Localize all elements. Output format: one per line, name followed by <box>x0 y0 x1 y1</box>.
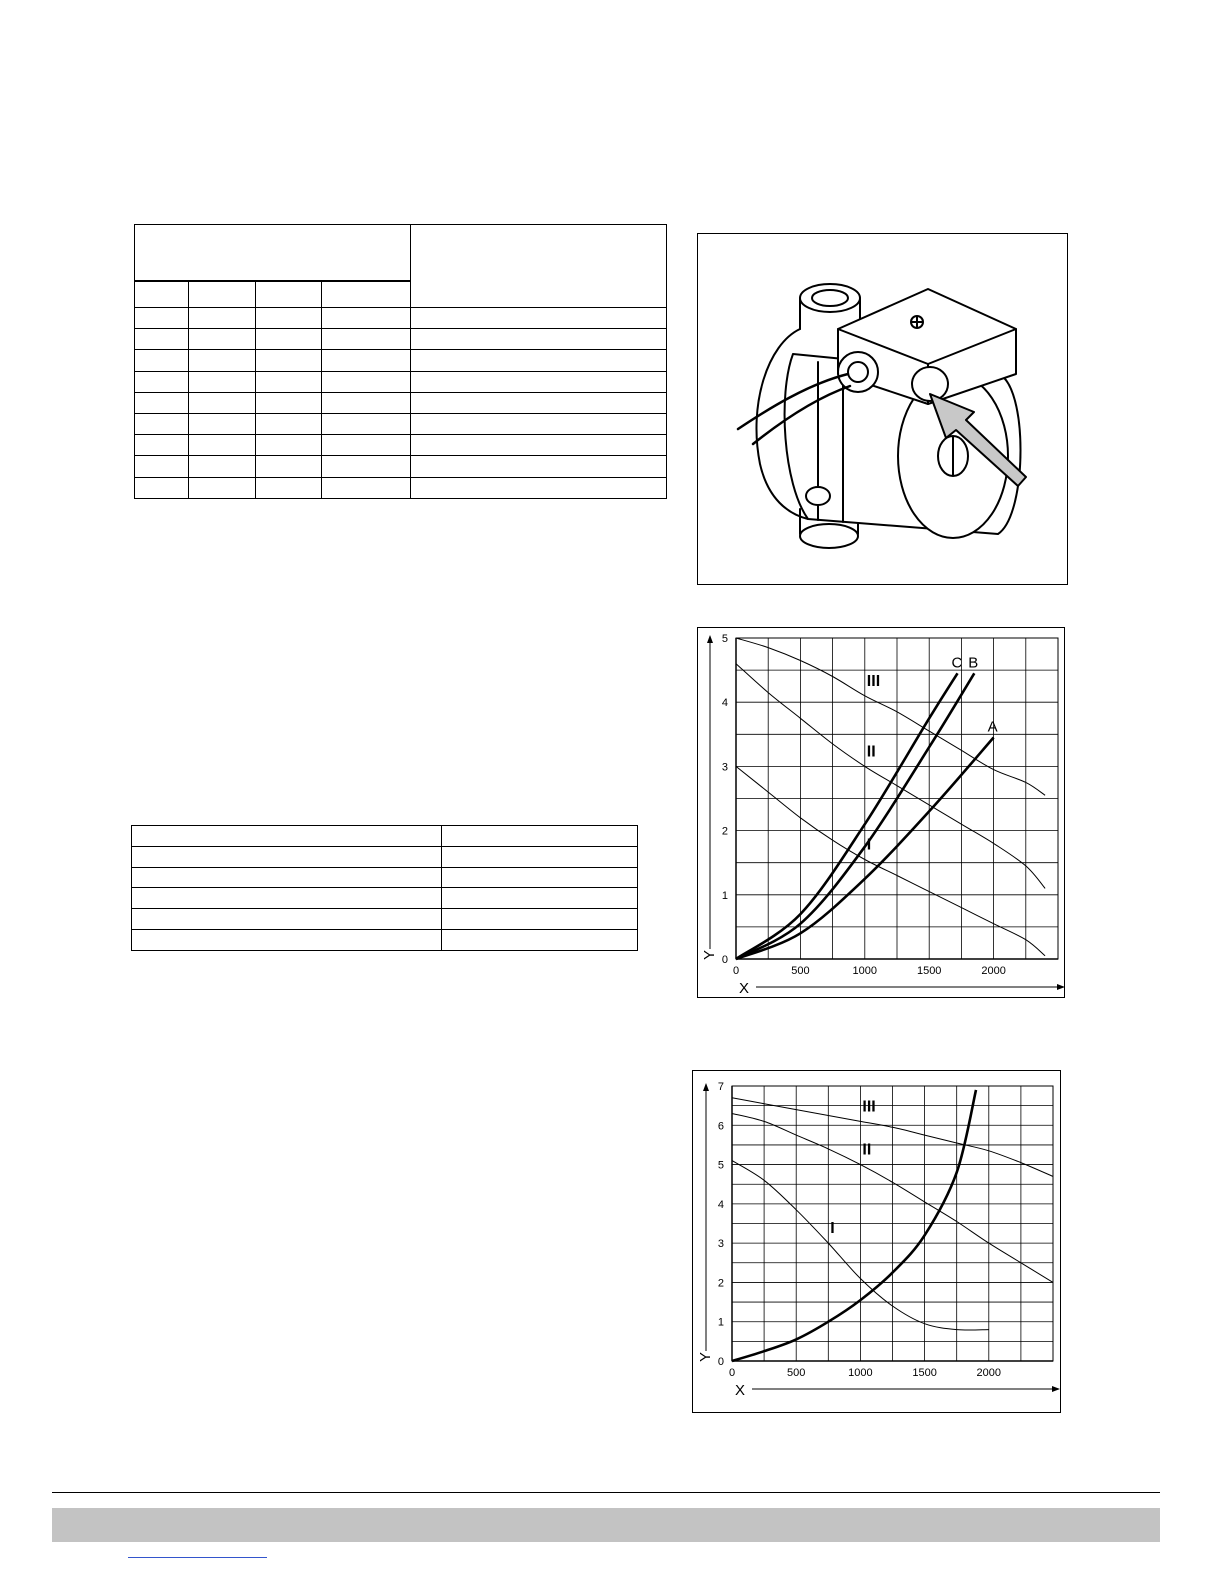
series-label: III <box>866 672 881 690</box>
y-tick-label: 1 <box>717 1316 724 1329</box>
table-row <box>135 307 667 328</box>
chart-plot-1 <box>698 628 1066 999</box>
series-label: B <box>968 654 979 672</box>
table-row <box>132 909 638 930</box>
x-tick-label: 1000 <box>848 1367 873 1379</box>
series-label: I <box>866 836 872 854</box>
x-axis-letter: X <box>738 980 750 997</box>
performance-chart-2 <box>692 1070 1061 1413</box>
circulation-pump-icon <box>698 234 1069 586</box>
series-label: I <box>830 1220 835 1238</box>
y-tick-label: 1 <box>721 889 728 902</box>
x-axis-letter: X <box>734 1382 746 1399</box>
series-system-system-curve <box>732 1090 976 1361</box>
table-row <box>135 413 667 434</box>
series-label: II <box>866 743 876 761</box>
x-tick-label: 1500 <box>912 1367 937 1379</box>
table-row <box>135 350 667 371</box>
table-row <box>132 846 638 867</box>
y-axis-arrowhead <box>707 635 713 643</box>
table-row <box>135 329 667 350</box>
series-label: A <box>987 718 998 736</box>
series-iii-pump-curve <box>736 638 1045 795</box>
chart-plot-2 <box>693 1071 1062 1414</box>
series-label: III <box>862 1098 876 1116</box>
y-axis-arrowhead <box>703 1083 709 1091</box>
upper-table-group-header <box>135 225 411 282</box>
table-row <box>132 888 638 909</box>
series-label: II <box>862 1141 872 1159</box>
y-tick-label: 0 <box>717 1356 724 1368</box>
y-tick-label: 4 <box>721 697 728 710</box>
x-tick-label: 0 <box>728 1367 736 1379</box>
table-row <box>132 867 638 888</box>
table-row <box>135 456 667 477</box>
y-tick-label: 5 <box>717 1159 724 1172</box>
table-row <box>135 371 667 392</box>
upper-table-subheader <box>188 281 255 307</box>
x-tick-label: 2000 <box>976 1367 1002 1379</box>
y-tick-label: 2 <box>717 1277 724 1290</box>
y-tick-label: 5 <box>721 633 728 645</box>
table-row <box>135 435 667 456</box>
upper-table-subheader <box>255 281 322 307</box>
upper-table <box>134 224 667 499</box>
footer-link-underline[interactable] <box>128 1557 267 1558</box>
table-row <box>135 477 667 498</box>
x-tick-label: 0 <box>732 965 740 977</box>
y-tick-label: 2 <box>721 825 728 838</box>
table-row <box>132 930 638 951</box>
y-tick-label: 0 <box>721 954 728 966</box>
x-tick-label: 1500 <box>916 965 942 977</box>
x-axis-arrowhead <box>1052 1386 1060 1392</box>
footer-bar <box>52 1508 1160 1542</box>
upper-table-side-header <box>410 225 666 308</box>
x-axis-arrowhead <box>1057 984 1065 990</box>
x-tick-label: 500 <box>791 965 810 977</box>
series-label: C <box>951 654 963 672</box>
table-row <box>135 392 667 413</box>
upper-table-subheader <box>322 281 411 307</box>
x-tick-label: 500 <box>787 1367 806 1379</box>
y-tick-label: 4 <box>717 1198 724 1211</box>
table-row <box>132 826 638 847</box>
pump-figure <box>697 233 1068 585</box>
y-tick-label: 3 <box>717 1238 724 1251</box>
upper-table-subheader <box>135 281 189 307</box>
series-b-system-curve <box>736 673 974 959</box>
series-i-pump-curve <box>736 766 1045 955</box>
y-tick-label: 7 <box>717 1081 724 1093</box>
y-axis-letter: Y <box>701 949 718 961</box>
x-tick-label: 2000 <box>981 965 1006 977</box>
y-axis-letter: Y <box>697 1351 714 1363</box>
x-tick-label: 1000 <box>852 965 878 977</box>
performance-chart-1 <box>697 627 1065 998</box>
footer-divider <box>52 1492 1160 1493</box>
lower-table <box>131 825 638 951</box>
y-tick-label: 6 <box>717 1120 724 1133</box>
y-tick-label: 3 <box>721 761 728 774</box>
